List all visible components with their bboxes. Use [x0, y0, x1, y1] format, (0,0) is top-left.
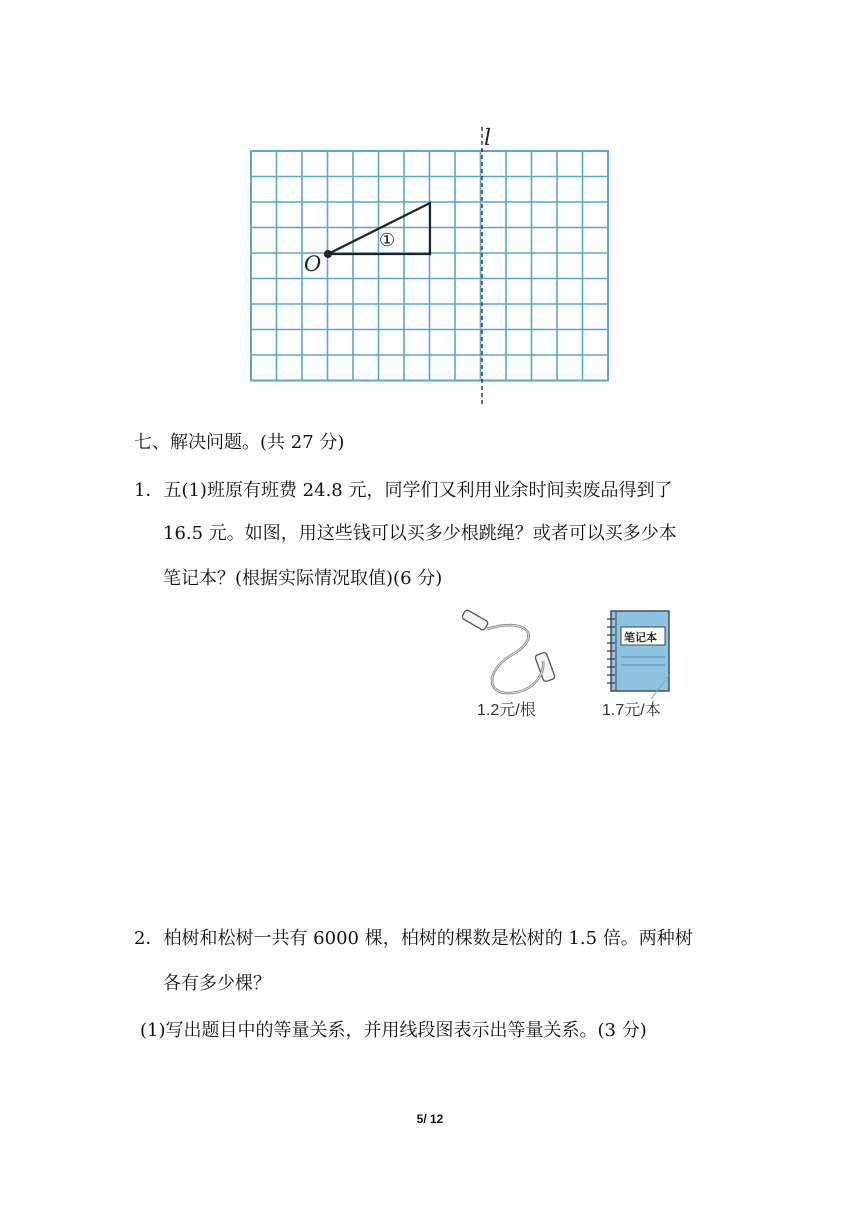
- items-svg: [455, 605, 675, 700]
- question1-line1: 1．五(1)班原有班费 24.8 元，同学们又利用业余时间卖废品得到了: [134, 480, 673, 501]
- notebook-icon: [607, 611, 669, 699]
- jump-rope-icon: [461, 609, 555, 693]
- question2-subquestion1: (1)写出题目中的等量关系，并用线段图表示出等量关系。(3 分): [140, 1020, 647, 1041]
- jump-rope-price: 1.2元/根: [477, 702, 536, 719]
- grid-figure: [248, 125, 618, 407]
- question1-line2: 16.5 元。如图，用这些钱可以买多少根跳绳？或者可以买多少本: [163, 523, 677, 544]
- grid-svg: [248, 125, 618, 407]
- page-number: 5/ 12: [416, 1112, 444, 1126]
- point-o-label: O: [304, 252, 322, 276]
- point-o: [324, 250, 332, 258]
- question2-line1: 2．柏树和松树一共有 6000 棵，柏树的棵数是松树的 1.5 倍。两种树: [134, 928, 693, 949]
- question1-line3: 笔记本？(根据实际情况取值)(6 分): [163, 568, 443, 589]
- notebook-price: 1.7元/本: [602, 702, 661, 719]
- section-title: 七、解决问题。(共 27 分): [134, 432, 345, 453]
- items-illustration: [455, 605, 675, 725]
- question2-line2: 各有多少棵？: [163, 973, 271, 994]
- notebook-cover-label: 笔记本: [624, 631, 657, 644]
- triangle-label: ①: [379, 230, 396, 251]
- axis-label: l: [484, 126, 492, 151]
